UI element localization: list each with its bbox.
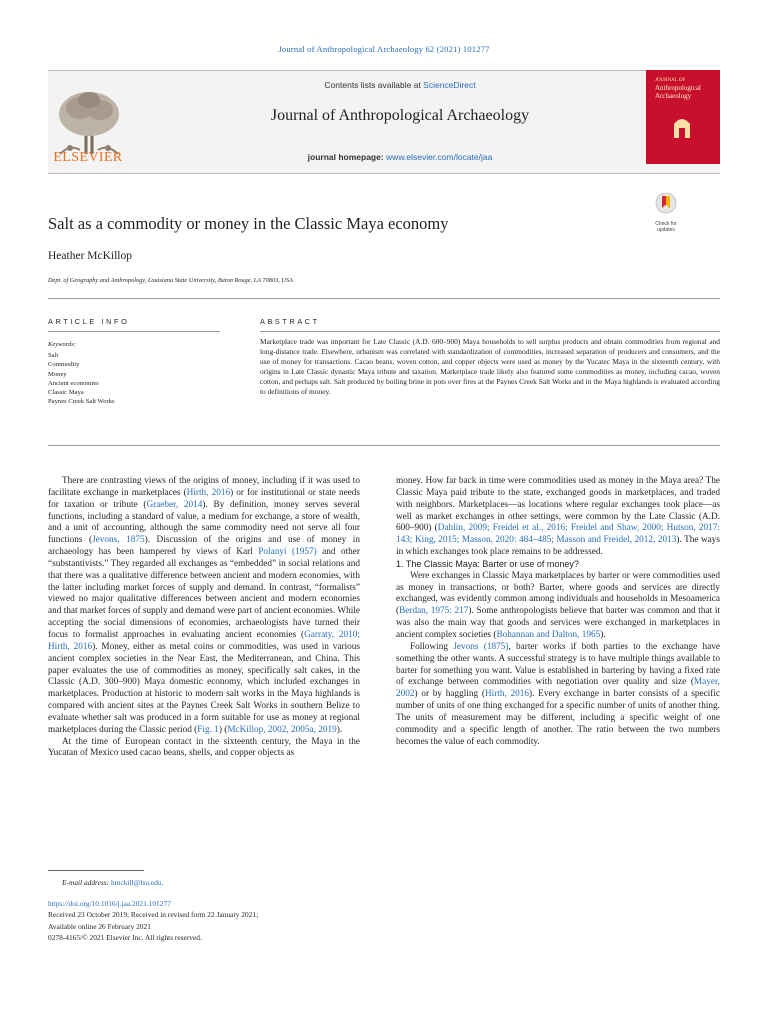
received-dates: Received 23 October 2019; Received in revised form 22 January 2021;	[48, 910, 259, 920]
journal-title: Journal of Anthropological Archaeology	[270, 107, 530, 124]
contents-prefix: Contents lists available at	[324, 80, 424, 90]
homepage-link[interactable]: www.elsevier.com/locate/jaa	[386, 152, 493, 162]
citation-link[interactable]: Mayer, 2002	[396, 677, 720, 700]
citation-link[interactable]: Bohannan and Dalton, 1965	[496, 629, 601, 640]
check-for-updates-badge[interactable]	[648, 192, 684, 232]
paragraph-jevons: Following Jevons (1875), barter works if both parties to the exchange have something the other wants. A successful strategy is to have multiple things available to barter for something you want. Value is established in bartering by having a fixed rate of exchange between commodities with negotiation over quality and size (Mayer, 2002) or by haggling (Hirth, 2016). Every exchange in barter consists of a specific number of units of one thing exchanged for a specific number of units of another thing. The units of measurement may be different, including a specific weight of one commodity and a specific length of another. The ratio between the two numbers becomes the value of each commodity.	[396, 641, 721, 747]
keyword-item: Ancient economies	[48, 379, 99, 387]
email-link[interactable]: hmckill@lsu.edu	[111, 878, 162, 887]
section-heading: 1. The Classic Maya: Barter or use of money?	[396, 558, 579, 569]
keyword-list	[48, 351, 220, 407]
author-affiliation: Dept. of Geography and Anthropology, Louisiana State University, Baton Rouge, LA 70803, USA	[48, 277, 293, 284]
homepage-line	[180, 152, 620, 162]
paragraph-contact: At the time of European contact in the sixteenth century, the Maya in the Yucatan of Mexico used cacao beans, shells, and copper objects as	[48, 736, 360, 759]
keyword-item: Salt	[48, 352, 59, 359]
article-info-heading: ARTICLE INFO	[48, 317, 220, 332]
cover-emblem-icon	[670, 114, 694, 140]
citation-link[interactable]: Garraty, 2010; Hirth, 2016	[48, 629, 361, 652]
bookmark-icon	[655, 192, 677, 216]
cover-small-text: JOURNAL OF	[655, 78, 686, 83]
paragraph-barter: Were exchanges in Classic Maya marketplaces by barter or were commodities used as money in transactions, or both? Barter, where goods and services are directly exchanged, was evidently common among individuals and households in Mesoamerica (Berdan, 1975: 217). Some anthropologists believe that barter was common and that it was also the main way that goods and services were exchanged in marketplaces in ancient complex societies (Bohannan and Dalton, 1965).	[396, 570, 720, 640]
footnote-email: E-mail address: hmckill@lsu.edu.	[62, 878, 164, 887]
citation-link[interactable]: Polanyi (1957)	[258, 547, 317, 558]
copyright-line: 0278-4165/© 2021 Elsevier Inc. All rights reserved.	[48, 933, 202, 943]
citation-link[interactable]: Jevons (1875)	[453, 641, 509, 652]
paragraph-intro: There are contrasting views of the origins of money, including if it was used to facilitate exchange in marketplaces (Hirth, 2016) or for institutional or state needs for taxation or tribute (Graeber, 2014). By definition, money serves several functions, including a standard of value, a medium for exchange, a store of wealth, and a unit of accounting, although the same commodity need not serve all four functions (Jevons, 1875). Discussion of the origins and use of money in archaeology has been hampered by views of Karl Polanyi (1957) and other “substantivists.” They regarded all exchanges as “embedded” in social relations and that there was a qualitative difference between ancient and modern economies, with the latter including market forces of supply and demand. In contrast, “formalists” viewed no major qualitative differences between ancient and modern economies and that market forces of supply and demand were part of ancient economies. While accepting the social dimensions of economies, archaeologists have turned their focus to formalist approaches in evaluating ancient economies (Garraty, 2010; Hirth, 2016). Money, either as metal coins or commodities, was used in various ancient complex societies in the Near East, the Mediterranean, and China. This paper evaluates the use of commodities as money, specifically salt cakes, in the Classic (A.D. 300–900) Maya domestic economy, which included exchanges in marketplaces. Production at historic to modern salt works in the Maya highlands is compared with ancient sites at the Paynes Creek Salt Works in southern Belize to evaluate whether salt was produced in a form suitable for use as money at regional marketplaces during the Classic period (Fig. 1) (McKillop, 2002, 2005a, 2019).	[48, 476, 361, 735]
body-column-right	[396, 476, 720, 748]
keyword-item: Money	[48, 370, 67, 378]
citation-link[interactable]: Berdan, 1975: 217	[399, 606, 469, 617]
citation-link[interactable]: Dahlin, 2009; Freidel et al., 2016; Freidel and Shaw, 2000; Hutson, 2017: 143; King, 2015; Masson, 2020: 484–485; Masson and Freidel, 2012, 2013	[396, 523, 720, 546]
citation-link[interactable]: McKillop, 2002, 2005a, 2019	[227, 724, 337, 735]
cover-title-block	[655, 78, 715, 100]
author-name[interactable]: Heather McKillop	[48, 250, 132, 262]
citation-link[interactable]: Hirth, 2016	[186, 487, 231, 498]
citation-link[interactable]: Graeber, 2014	[146, 499, 203, 510]
keyword-item: Classic Maya	[48, 389, 84, 397]
email-label: E-mail address:	[62, 878, 111, 887]
figure-link[interactable]: Fig. 1	[197, 724, 219, 735]
footnote-rule	[48, 870, 144, 871]
journal-cover-thumbnail[interactable]	[646, 70, 720, 164]
check-for-updates-label: Check for updates	[655, 221, 677, 233]
cover-title: Anthropological Archaeology	[655, 84, 701, 100]
publisher-wordmark[interactable]: ELSEVIER	[53, 150, 123, 165]
abstract-heading: ABSTRACT	[260, 317, 720, 332]
homepage-label: journal homepage:	[307, 152, 387, 162]
citation-link[interactable]: Hirth, 2016	[484, 689, 530, 700]
running-head[interactable]: Journal of Anthropological Archaeology 62 (2021) 101277	[278, 44, 490, 54]
abstract-text: Marketplace trade was important for Late Classic (A.D. 600–900) Maya households to sell surplus products and obtain commodities from regional and long-distance trade. Elsewhere, urbanism was correlated with standardization of commodities, increased separation of producers and consumers, and the use of money for transactions. Cacao beans, woven cotton, and copper objects were used as money by the Yucatec Maya in the sixteenth century, with origins in Late Classic dynastic Maya tribute and taxation. Marketplace trade likely also featured some commodities as money, including cacao, woven cotton, and perhaps salt. Salt produced by boiling brine in pots over fires at the Paynes Creek Salt Works and in the Maya highlands is evaluated according to definitions of money.	[260, 337, 720, 397]
body-column-left	[48, 476, 360, 760]
keyword-item: Commodity	[48, 361, 80, 369]
doi-link[interactable]: https://doi.org/10.1016/j.jaa.2021.101277	[48, 899, 171, 908]
contents-line	[250, 80, 550, 90]
article-title: Salt as a commodity or money in the Classic Maya economy	[48, 214, 449, 233]
article-metadata	[48, 898, 258, 944]
keywords-label: Keywords:	[48, 341, 76, 348]
keyword-item: Paynes Creek Salt Works	[48, 398, 115, 406]
divider-top	[48, 298, 720, 299]
citation-link[interactable]: Jevons, 1875	[92, 535, 145, 546]
sciencedirect-link[interactable]: ScienceDirect	[423, 80, 476, 90]
available-online: Available online 26 February 2021	[48, 921, 151, 931]
paragraph-continued: money. How far back in time were commodities used as money in the Maya area? The Classic Maya paid tribute to the state, exchanged goods in marketplaces, and traded with neighbors. Marketplaces—as locations where regular exchanges took place—as well as market exchanges in other settings, were common by the Late Classic (A.D. 600–900) (Dahlin, 2009; Freidel et al., 2016; Freidel and Shaw, 2000; Hutson, 2017: 143; King, 2015; Masson, 2020: 484–485; Masson and Freidel, 2012, 2013). The ways in which exchanges took place remains to be addressed.	[396, 476, 720, 558]
divider-abstract	[48, 445, 720, 446]
